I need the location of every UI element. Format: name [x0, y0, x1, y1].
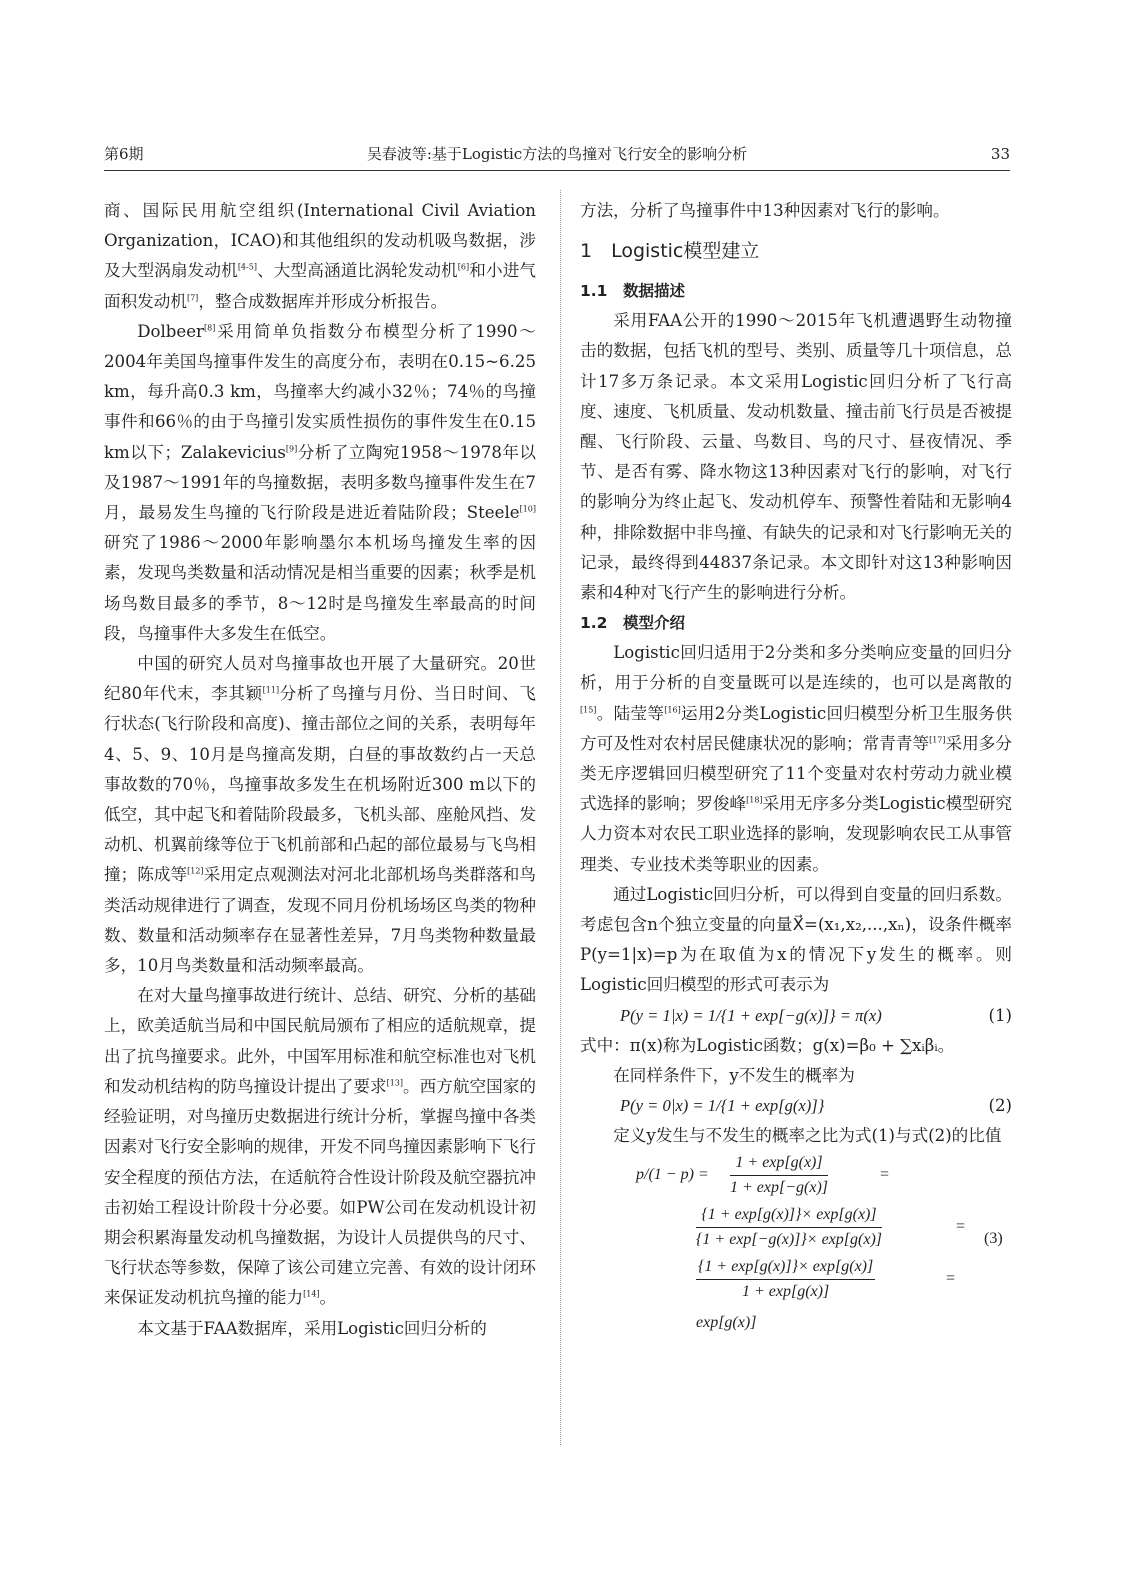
subsection-heading: 1.1 数据描述: [580, 282, 685, 301]
left-column: [104, 196, 536, 1344]
equation-3: [580, 1151, 1012, 1351]
paragraph: 通过Logistic回归分析，可以得到自变量的回归系数。考虑包含n个独立变量的向量X⃗=(x₁,x₂,...,xₙ)，设条件概率P(y=1|x)=p为在取值为x的情况下y发生的概率。则Logistic回归模型的形式可表示为: [580, 884, 1012, 995]
equation-number: (2): [988, 1096, 1012, 1116]
paragraph: 定义y发生与不发生的概率之比为式(1)与式(2)的比值: [613, 1126, 1002, 1146]
page-number: 33: [990, 145, 1010, 163]
citation: [13]: [386, 1078, 404, 1088]
issue-number: 第6期: [104, 145, 144, 163]
citation: [11]: [262, 685, 280, 695]
equals-sign: =: [946, 1270, 956, 1288]
subsection-heading: 1.2 模型介绍: [580, 614, 685, 633]
citation: [16]: [664, 705, 681, 715]
paragraph: 在对大量鸟撞事故进行统计、总结、研究、分析的基础上，欧美适航当局和中国民航局颁布了相应的适航规章，提出了抗鸟撞要求。此外，中国军用标准和航空标准也对飞机和发动机结构的防鸟撞设计提出了要求[13]。西方航空国家的经验证明，对鸟撞历史数据进行统计分析，掌握鸟撞中各类因素对飞行安全影响的规律，开发不同鸟撞因素影响下飞行安全程度的预估方法，在适航符合性设计阶段及航空器抗冲击初始工程设计阶段十分必要。如PW公司在发动机设计初期会积累海量发动机鸟撞数据，为设计人员提供鸟的尺寸、飞行状态等参数，保障了该公司建立完善、有效的设计闭环来保证发动机抗鸟撞的能力[14]。: [104, 986, 537, 1308]
section-heading: 1 Logistic模型建立: [580, 240, 760, 263]
paragraph: 采用FAA公开的1990～2015年飞机遭遇野生动物撞击的数据，包括飞机的型号、类别、质量等几十项信息，总计17多万条记录。本文采用Logistic回归分析了飞行高度、速度、飞机质量、发动机数量、撞击前飞行员是否被提醒、飞行阶段、云量、鸟数目、鸟的尺寸、昼夜情况、季节、是否有雾、降水物这13种因素对飞行的影响，对飞行的影响分为终止起飞、发动机停车、预警性着陆和无影响4种，排除数据中非鸟撞、有缺失的记录和对飞行影响无关的记录，最终得到44837条记录。本文即针对这13种影响因素和4种对飞行产生的影响进行分析。: [580, 311, 1012, 603]
header-rule: [104, 170, 1010, 171]
citation: [17]: [929, 735, 946, 745]
equation-body: P(y = 1|x) = 1/{1 + exp[−g(x)]} = π(x): [620, 1005, 882, 1025]
equation-result: exp[g(x)]: [696, 1314, 757, 1332]
paragraph: 在同样条件下，y不发生的概率为: [613, 1065, 855, 1085]
citation: [4-5]: [237, 262, 257, 272]
citation: [15]: [580, 705, 597, 715]
citation: [14]: [303, 1289, 320, 1299]
citation: [12]: [187, 866, 204, 876]
running-title: 吴春波等:基于Logistic方法的鸟撞对飞行安全的影响分析: [366, 145, 748, 163]
paragraph: 方法，分析了鸟撞事件中13种因素对飞行的影响。: [580, 201, 950, 220]
equation-number: (1): [988, 1005, 1012, 1025]
fraction: $\frac{\{1 + \exp[g(x)]\}\times \exp[g(x)]}{1 + \exp[g(x)]}$: [696, 1255, 875, 1304]
equation-body: P(y = 0|x) = 1/{1 + exp[g(x)]}: [620, 1096, 825, 1116]
equation-1: [580, 1001, 1012, 1031]
equals-sign: =: [880, 1166, 890, 1184]
paragraph: 本文基于FAA数据库，采用Logistic回归分析的: [137, 1318, 487, 1338]
citation: [10]: [519, 504, 536, 514]
citation: [8]: [203, 323, 216, 333]
fraction: $\frac{1 + \exp[g(x)]}{1 + \exp[-g(x)]}$: [730, 1151, 828, 1200]
equation-note: 式中：π(x)称为Logistic函数；g(x)=β₀ + ∑xᵢβᵢ。: [580, 1035, 955, 1055]
running-header: [104, 144, 1010, 170]
paragraph: 商、国际民用航空组织(International Civil Aviation Organization，ICAO)和其他组织的发动机吸鸟数据，涉及大型涡扇发动机[4-5]、大型高涵道比涡轮发动机[6]和小进气面积发动机[7]，整合成数据库并形成分析报告。: [104, 201, 537, 311]
citation: [6]: [457, 262, 470, 272]
citation: [9]: [285, 444, 298, 454]
citation: [18]: [746, 795, 763, 805]
fraction: $\frac{\{1 + \exp[g(x)]\}\times \exp[g(x)]}{\{1 + \exp[-g(x)]\}\times \exp[g(x)]}$: [696, 1203, 882, 1252]
equation-lhs: p/(1 − p) =: [636, 1166, 709, 1184]
equals-sign: =: [956, 1218, 966, 1236]
right-column: [580, 196, 1012, 1351]
paragraph: Logistic回归适用于2分类和多分类响应变量的回归分析，用于分析的自变量既可以是连续的，也可以是离散的[15]。陆莹等[16]运用2分类Logistic回归模型分析卫生服务供方可及性对农村居民健康状况的影响；常青青等[17]采用多分类无序逻辑回归模型研究了11个变量对农村劳动力就业模式选择的影响；罗俊峰[18]采用无序多分类Logistic模型研究人力资本对农民工职业选择的影响，发现影响农民工从事管理类、专业技术类等职业的因素。: [580, 643, 1013, 874]
paragraph: 中国的研究人员对鸟撞事故也开展了大量研究。20世纪80年代末，李其颖[11]分析了鸟撞与月份、当日时间、飞行状态(飞行阶段和高度)、撞击部位之间的关系，表明每年4、5、9、10月是鸟撞高发期，白昼的事故数约占一天总事故数的70％，鸟撞事故多发生在机场附近300 m以下的低空，其中起飞和着陆阶段最多，飞机头部、座舱风挡、发动机、机翼前缘等位于飞机前部和凸起的部位最易与飞鸟相撞；陈成等[12]采用定点观测法对河北北部机场鸟类群落和鸟类活动规律进行了调查，发现不同月份机场场区鸟类的物种数、数量和活动频率存在显著性差异，7月鸟类物种数量最多，10月鸟类数量和活动频率最高。: [104, 654, 537, 976]
citation: [7]: [186, 293, 199, 303]
equation-2: [580, 1091, 1012, 1121]
equation-number: (3): [984, 1230, 1003, 1248]
paragraph: Dolbeer[8]采用简单负指数分布模型分析了1990～2004年美国鸟撞事件发生的高度分布，表明在0.15~6.25 km，每升高0.3 km，鸟撞率大约减小32％；74％的鸟撞事件和66％的由于鸟撞引发实质性损伤的事件发生在0.15 km以下；Zalakevicius[9]分析了立陶宛1958～1978年以及1987～1991年的鸟撞数据，表明多数鸟撞事件发生在7月，最易发生鸟撞的飞行阶段是进近着陆阶段；Steele[10]研究了1986～2000年影响墨尔本机场鸟撞发生率的因素，发现鸟类数量和活动情况是相当重要的因素；秋季是机场鸟数目最多的季节，8～12时是鸟撞发生率最高的时间段，鸟撞事件大多发生在低空。: [104, 321, 536, 643]
column-divider: [560, 190, 561, 1445]
